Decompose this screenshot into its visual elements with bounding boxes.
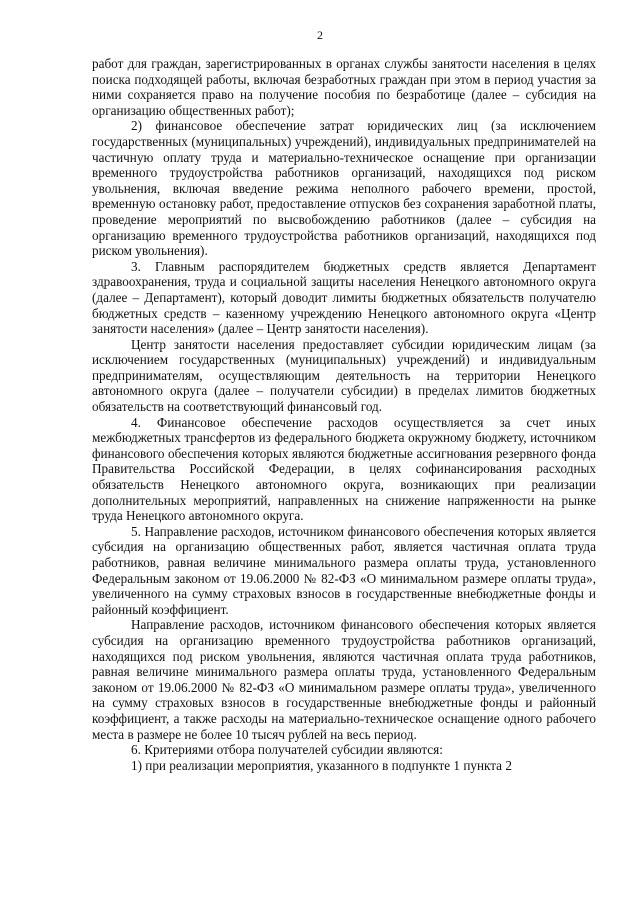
paragraph-clause-4: 4. Финансовое обеспечение расходов осуществляется за счет иных межбюджетных трансфертов из федерального бюджета окружному бюджету, источником финансового обеспечения которых являются бюджетные ассигнования резервного фонда Правительства Российской Федерации, в целях софинансирования расходных обязательств Ненецкого автономного округа, возникающих при реализации дополнительных мероприятий, направленных на снижение напряженности на рынке труда Ненецкого автономного округа. [92,414,596,524]
paragraph-expense-direction: Направление расходов, источником финансового обеспечения которых является субсидия на организацию временного трудоустройства работников организаций, находящихся под риском увольнения, являются частичная оплата труда работников, равная величине минимального размера оплаты труда, установленного Федеральным законом от 19.06.2000 № 82-ФЗ «О минимальном размере оплаты труда», увеличенного на сумму страховых взносов в государственные внебюджетные фонды и районный коэффициент, а также расходы на материально-техническое оснащение одного рабочего места в размере не более 10 тысяч рублей на весь период. [92,617,596,742]
paragraph-clause-6: 6. Критериями отбора получателей субсидии являются: [131,742,443,758]
paragraph-item-2: 2) финансовое обеспечение затрат юридических лиц (за исключением государственных (муниципальных) учреждений), индивидуальных предпринимателей на частичную оплату труда и материально-техническое оснащение при организации временного трудоустройства работников организаций, находящихся под риском увольнения, включая введение режима неполного рабочего времени, простой, временную остановку работ, предоставление отпусков без сохранения заработной платы, проведение мероприятий по высвобождению работников (далее – субсидия на организацию временного трудоустройства работников организаций, находящихся под риском увольнения). [92,118,596,259]
document-body [92,56,596,773]
paragraph-employment-center: Центр занятости населения предоставляет субсидии юридическим лицам (за исключением государственных (муниципальных) учреждений) и индивидуальным предпринимателям, осуществляющим деятельность на территории Ненецкого автономного округа (далее – получатели субсидии) в пределах лимитов бюджетных обязательств на соответствующий финансовый год. [92,336,596,415]
paragraph-criteria-1: 1) при реализации мероприятия, указанного в подпункте 1 пункта 2 [131,757,512,773]
paragraph-continuation: работ для граждан, зарегистрированных в органах службы занятости населения в целях поиска подходящей работы, включая безработных граждан при этом в период участия за ними сохраняется право на получение пособия по безработице (далее – субсидия на организацию общественных работ); [92,56,596,118]
page-number: 2 [317,28,323,42]
paragraph-clause-3: 3. Главным распорядителем бюджетных средств является Департамент здравоохранения, труда и социальной защиты населения Ненецкого автономного округа (далее – Департамент), который доводит лимиты бюджетных обязательств получателю бюджетных средств – казенному учреждению Ненецкого автономного округа «Центр занятости населения» (далее – Центр занятости населения). [92,258,596,337]
paragraph-clause-5: 5. Направление расходов, источником финансового обеспечения которых является субсидия на организацию общественных работ, является частичная оплата труда работников, равная величине минимального размера оплаты труда, установленного Федеральным законом от 19.06.2000 № 82-ФЗ «О минимальном размере оплаты труда», увеличенного на сумму страховых взносов в государственные внебюджетные фонды и районный коэффициент. [92,523,596,617]
